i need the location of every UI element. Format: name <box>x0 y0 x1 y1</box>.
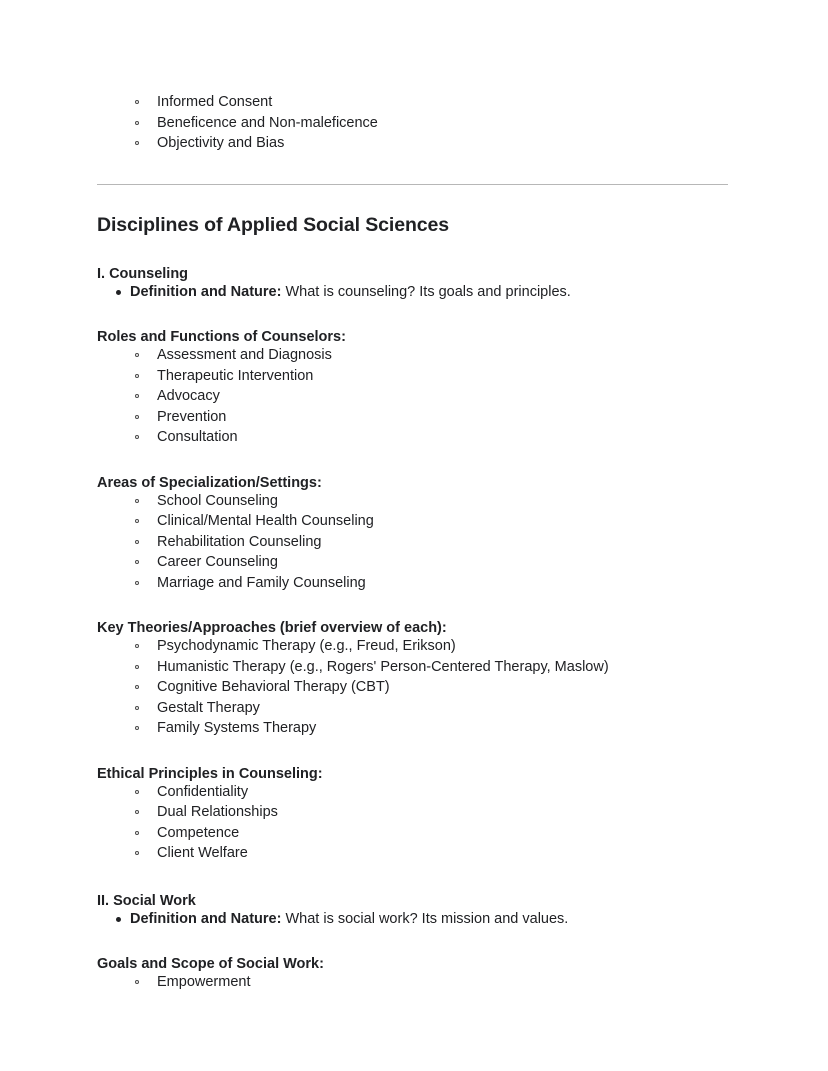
page-title: Disciplines of Applied Social Sciences <box>97 213 450 236</box>
list-item-label: Client Welfare <box>157 845 248 861</box>
list-item <box>97 909 737 930</box>
list-item <box>97 843 737 864</box>
section-divider <box>97 184 728 185</box>
list-item <box>97 282 737 303</box>
group-heading: Key Theories/Approaches (brief overview of each): <box>97 620 447 636</box>
list-item-label: Cognitive Behavioral Therapy (CBT) <box>157 679 390 695</box>
list-item-label: Psychodynamic Therapy (e.g., Freud, Erikson) <box>157 638 456 654</box>
list-item-label: Therapeutic Intervention <box>157 367 314 384</box>
group-list <box>97 636 737 739</box>
continued-list <box>97 92 737 154</box>
list-item <box>97 718 737 739</box>
list-item <box>97 657 737 678</box>
list-item <box>97 532 737 553</box>
section-heading-counseling: I. Counseling <box>97 265 189 282</box>
list-item-label: Career Counseling <box>157 554 278 570</box>
list-item-label: Confidentiality <box>157 783 249 800</box>
definition-label: Definition and Nature: <box>130 283 282 300</box>
list-item <box>97 386 737 407</box>
list-item-label: Humanistic Therapy (e.g., Rogers' Person-Centered Therapy, Maslow) <box>157 658 609 675</box>
group-goals <box>97 956 737 993</box>
list-item-label: Marriage and Family Counseling <box>157 574 366 591</box>
definition-list-counseling <box>97 282 737 303</box>
list-item <box>97 366 737 387</box>
list-item <box>97 823 737 844</box>
list-item <box>97 573 737 594</box>
list-item <box>97 407 737 428</box>
group-list <box>97 782 737 864</box>
definition-label: Definition and Nature: <box>130 910 282 927</box>
group-list <box>97 972 737 993</box>
list-item <box>97 698 737 719</box>
list-item-label: Beneficence and Non-maleficence <box>157 114 378 131</box>
list-item <box>97 636 737 657</box>
list-item <box>97 113 737 134</box>
group-heading: Areas of Specialization/Settings: <box>97 474 322 491</box>
document-content <box>97 92 737 993</box>
list-item-label: Clinical/Mental Health Counseling <box>157 513 374 529</box>
list-item-label: Objectivity and Bias <box>157 135 285 151</box>
group-theories <box>97 620 737 739</box>
section-heading-social-work: II. Social Work <box>97 892 196 909</box>
list-item-label: Assessment and Diagnosis <box>157 347 332 363</box>
list-item <box>97 677 737 698</box>
definition-text: What is social work? Its mission and values. <box>281 910 569 927</box>
definition-text: What is counseling? Its goals and principles. <box>281 283 571 300</box>
list-item <box>97 802 737 823</box>
list-item <box>97 782 737 803</box>
list-item <box>97 552 737 573</box>
list-item-label: School Counseling <box>157 492 278 509</box>
group-areas <box>97 475 737 594</box>
list-item <box>97 92 737 113</box>
group-list <box>97 491 737 594</box>
group-heading: Roles and Functions of Counselors: <box>97 329 346 345</box>
list-item <box>97 511 737 532</box>
group-heading: Goals and Scope of Social Work: <box>97 956 324 972</box>
list-item-label: Family Systems Therapy <box>157 720 317 736</box>
list-item-label: Competence <box>157 824 240 841</box>
list-item-label: Dual Relationships <box>157 804 278 820</box>
list-item-label: Consultation <box>157 429 238 445</box>
list-item-label: Informed Consent <box>157 94 273 110</box>
list-item-label: Gestalt Therapy <box>157 699 260 716</box>
list-item-label: Prevention <box>157 408 227 425</box>
list-item-label: Rehabilitation Counseling <box>157 533 322 550</box>
group-ethics <box>97 766 737 864</box>
list-item <box>97 972 737 993</box>
list-item <box>97 345 737 366</box>
list-item <box>97 133 737 154</box>
definition-list-social-work <box>97 909 737 930</box>
group-list <box>97 345 737 448</box>
list-item-label: Empowerment <box>157 974 251 990</box>
group-roles <box>97 329 737 448</box>
group-heading: Ethical Principles in Counseling: <box>97 765 323 782</box>
list-item <box>97 491 737 512</box>
list-item-label: Advocacy <box>157 388 220 404</box>
list-item <box>97 427 737 448</box>
